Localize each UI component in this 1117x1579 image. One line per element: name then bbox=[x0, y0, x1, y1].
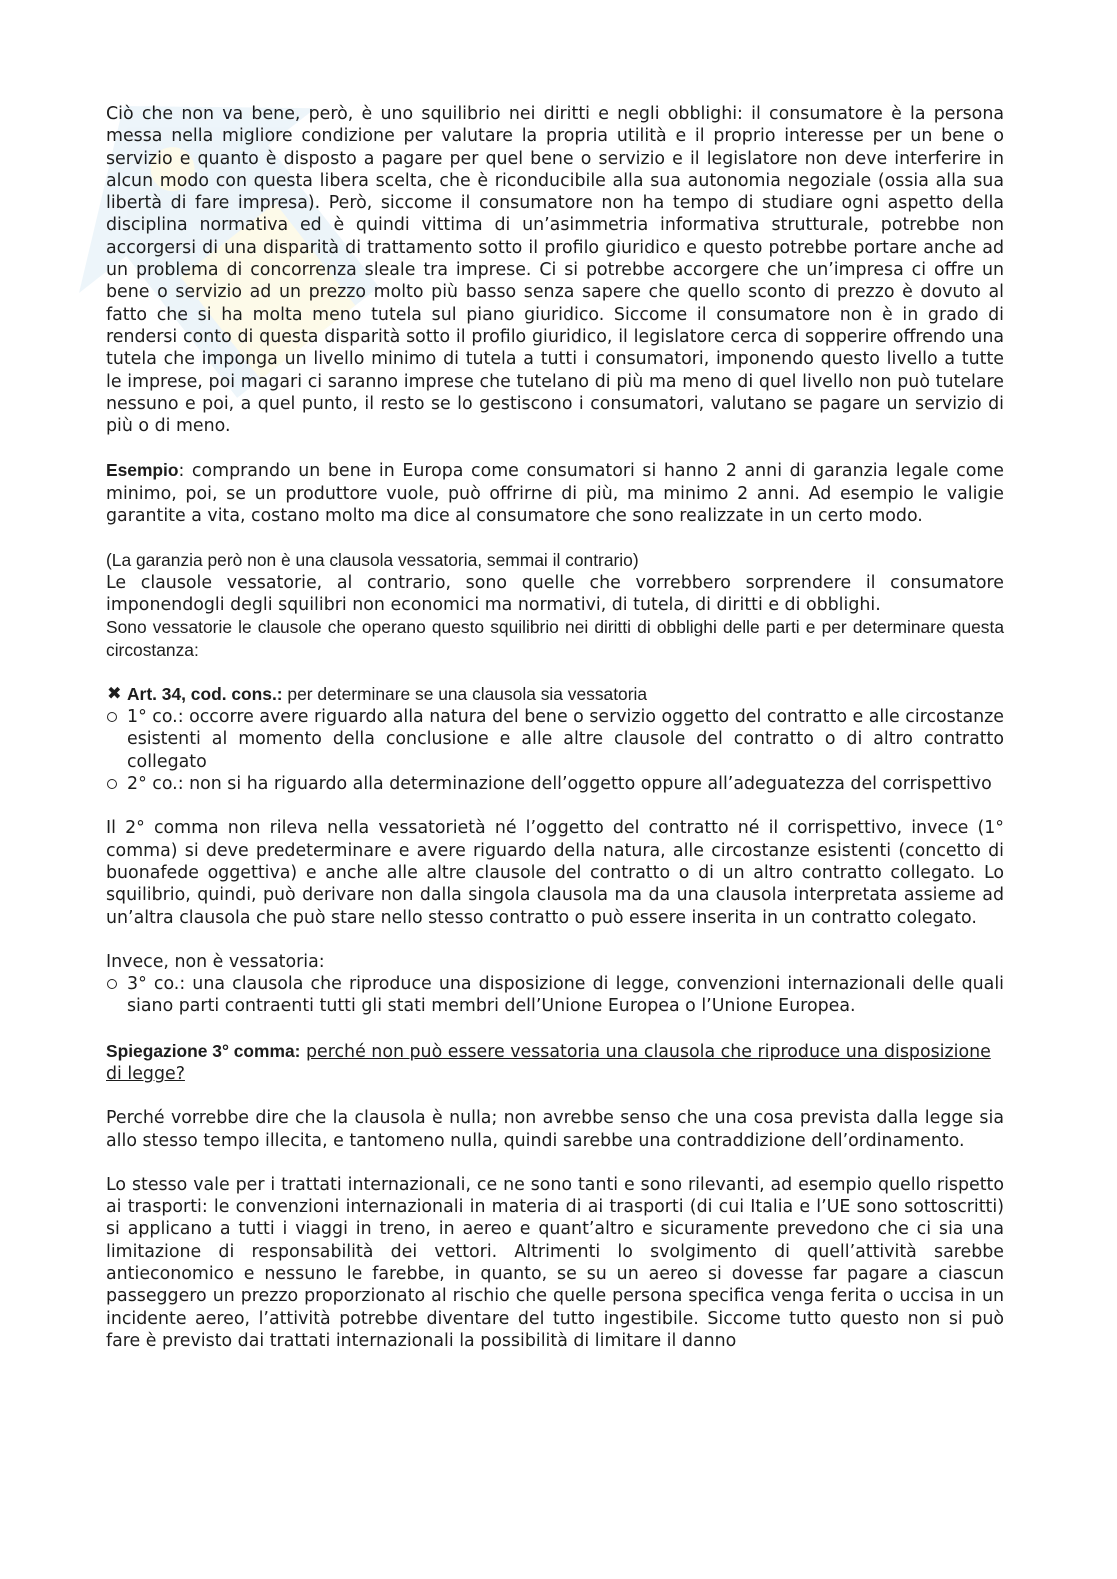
list-item-comma-3: 3° co.: una clausola che riproduce una disposizione di legge, convenzioni internazionali delle quali siano parti contraenti tutti gli stati membri dell’Unione Europea o l’Unione Europea. bbox=[106, 973, 1004, 1018]
esempio-text: : comprando un bene in Europa come consumatori si hanno 2 anni di garanzia legale come minimo, poi, se un produttore vuole, può offrirne di più, ma minimo 2 anni. Ad esempio le valigie garantite a vita, costano molto ma dice al consumatore che sono realizzate in un certo modo. bbox=[106, 461, 1004, 527]
paragraph-clausole-vessatorie: Le clausole vessatorie, al contrario, sono quelle che vorrebbero sorprendere il consumatore imponendogli degli squilibri non economici ma normativi, di tutela, di diritti e di obblighi. bbox=[106, 572, 1004, 615]
paragraph-garanzia-note: (La garanzia però non è una clausola vessatoria, semmai il contrario) bbox=[106, 550, 639, 571]
article-heading bbox=[106, 683, 1004, 706]
list-item-comma-1: 1° co.: occorre avere riguardo alla natura del bene o servizio oggetto del contratto e alle circostanze esistenti al momento della conclusione e alle altre clausole del contratto o di altro contratto collegato bbox=[106, 706, 1004, 773]
esempio-label: Esempio bbox=[106, 460, 179, 481]
article-text: per determinare se una clausola sia vessatoria bbox=[282, 683, 648, 704]
circle-bullet-icon bbox=[107, 773, 123, 795]
paragraph-esempio bbox=[106, 459, 1004, 527]
document-page bbox=[106, 103, 1004, 1352]
circle-bullet-icon bbox=[107, 706, 123, 728]
paragraph-perche: Perché vorrebbe dire che la clausola è nulla; non avrebbe senso che una cosa prevista dalla legge sia allo stesso tempo illecita, e tantomeno nulla, quindi sarebbe una contraddizione dell’ordinamento. bbox=[106, 1108, 1004, 1151]
circle-bullet-icon bbox=[107, 973, 123, 995]
paragraph-squilibrio: Ciò che non va bene, però, è uno squilibrio nei diritti e negli obblighi: il consumatore è la persona messa nella migliore condizione per valutare la propria utilità e il proprio interesse per un bene o servizio e quanto è disposto a pagare per quel bene o servizio e il legislatore non deve interferire in alcun modo con questa libera scelta, che è riconducibile alla sua autonomia negoziale (ossia alla sua libertà di fare impresa). Però, siccome il consumatore non ha tempo di studiare ogni aspetto della disciplina normativa ed è quindi vittima di un’asimmetria informativa strutturale, potrebbe non accorgersi di una disparità di trattamento sotto il profilo giuridico e questo potrebbe portare anche ad un problema di concorrenza sleale tra imprese. Ci si potrebbe accorgere che un’impresa ci offre un bene o servizio ad un prezzo molto più basso senza sapere che quello sconto di prezzo è dovuto al fatto che si ha molta meno tutela sul piano giuridico. Siccome il consumatore non è in grado di rendersi conto di questa disparità sotto il profilo giuridico, il legislatore cerca di sopperire offrendo una tutela che imponga un livello minimo di tutela a tutti i consumatori, imponendo questo livello a tutte le imprese, poi magari ci saranno imprese che tutelano di più ma meno di quel livello non può tutelare nessuno e poi, a quel punto, il resto se lo gestiscono i consumatori, valutano se pagare un servizio di più o di meno. bbox=[106, 104, 1004, 437]
paragraph-secondo-comma: Il 2° comma non rileva nella vessatorietà né l’oggetto del contratto né il corrispettivo, invece (1° comma) si deve predeterminare e avere riguardo della natura, alle circostanze esistenti (concetto di buonafede oggettiva) e anche alle altre clausole del contratto o di un altro contratto collegato. Lo squilibrio, quindi, può derivare non dalla singola clausola ma da una clausola interpretata assieme ad un’altra clausola che può stare nello stesso contratto o può essere inserita in un contratto colegato. bbox=[106, 818, 1004, 928]
paragraph-invece: Invece, non è vessatoria: bbox=[106, 951, 325, 972]
list-item-comma-2: 2° co.: non si ha riguardo alla determinazione dell’oggetto oppure all’adeguatezza del corrispettivo bbox=[106, 773, 1004, 795]
paragraph-sono-vessatorie: Sono vessatorie le clausole che operano questo squilibrio nei diritti di obblighi delle parti e per determinare questa circostanza: bbox=[106, 617, 1004, 660]
paragraph-spiegazione bbox=[106, 1040, 1004, 1086]
spiegazione-label: Spiegazione 3° comma: bbox=[106, 1040, 301, 1061]
spiegazione-question: perché non può essere vessatoria una clausola che riproduce una disposizione di legge? bbox=[106, 1041, 991, 1084]
cross-bullet-icon: ✖ bbox=[107, 683, 122, 704]
paragraph-trattati: Lo stesso vale per i trattati internazionali, ce ne sono tanti e sono rilevanti, ad esempio quello rispetto ai trasporti: le convenzioni internazionali in materia di ai trasporti (di cui Italia e l’UE sono sottoscritti) si applicano a tutti i viaggi in treno, in aereo e quant’altro e sicuramente prevedono che ci sia una limitazione di responsabilità dei vettori. Altrimenti lo svolgimento di quell’attività sarebbe antieconomico e nessuno le farebbe, in quanto, se su un aereo si dovesse far pagare a ciascun passeggero un prezzo proporzionato al rischio che quelle persona specifica venga ferita o uccisa in un incidente aereo, l’attività potrebbe diventare del tutto ingestibile. Siccome tutto questo non si può fare è previsto dai trattati internazionali la possibilità di limitare il danno bbox=[106, 1174, 1004, 1351]
article-label: Art. 34, cod. cons.: bbox=[127, 683, 283, 704]
